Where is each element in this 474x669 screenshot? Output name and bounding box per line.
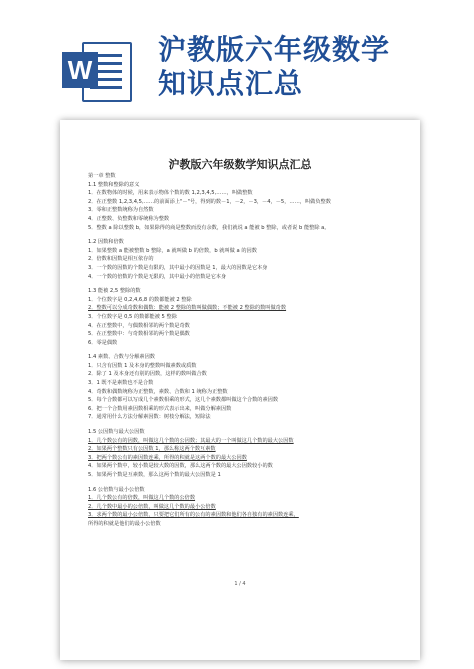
document-section — [88, 486, 410, 529]
document-line: 7．通常用什么方法分解素因数：树枝分解法，短除法 — [88, 414, 211, 421]
document-line: 3．1 既不是素数也不是合数 — [88, 380, 154, 387]
section-heading: 第一章 整数 — [88, 173, 116, 179]
document-line: 3．把两个数公有的素因数连乘，所得的积就是这两个数的最大公因数 — [88, 454, 247, 461]
document-line: 2．如果两个整数只有公因数 1，那么称这两个数互素数 — [88, 446, 216, 453]
document-line: 4．一个数的倍数的个数是无限的，其中最小的倍数是它本身 — [88, 273, 227, 280]
document-line: 1．几个数公有的倍数，叫做这几个数的公倍数 — [88, 495, 196, 502]
document-line: 4．在正整数中，与偶数相邻的两个数是奇数 — [88, 322, 190, 329]
document-page — [60, 120, 420, 660]
section-heading: 1.6 公倍数与最小公倍数 — [88, 486, 145, 493]
section-heading: 1.4 素数、合数与分解素因数 — [88, 354, 155, 361]
document-line: 2．除了 1 及本身还有别的因数，这样的数叫做合数 — [88, 371, 207, 378]
section-heading: 1.2 因数和倍数 — [88, 239, 124, 246]
document-line: 所得的积就是他们的最小公倍数 — [88, 520, 161, 527]
document-section — [88, 428, 410, 480]
page-number: 1 / 4 — [234, 581, 246, 587]
document-line: 1．如果整数 a 能被整数 b 整除，a 就叫做 b 的倍数，b 就叫做 a 的因数 — [88, 247, 257, 254]
document-line: 5．在正整数中：与奇数相邻的两个数是偶数 — [88, 331, 190, 338]
document-line: 6．把一个合数用素因数相乘的形式表示出来，叫做分解素因数 — [88, 405, 232, 412]
document-line: 5．每个合数都可以写成几个素数相乘的形式，这几个素数都叫做这个合数的素因数 — [88, 397, 279, 404]
document-line: 5．整数 a 除以整数 b，如果除得的商是整数而没有余数，我们就说 a 能被 b 整除，或者说 b 能整除 a。 — [88, 224, 330, 231]
document-line: 2．倍数和因数是相互依存的 — [88, 256, 154, 263]
banner-title — [158, 33, 390, 101]
document-line: 3．一个数的因数的个数是有限的，其中最小的因数是 1，最大的因数是它本身 — [88, 264, 268, 271]
word-document-icon — [62, 40, 132, 102]
document-section — [88, 287, 410, 347]
document-title: 沪教版六年级数学知识点汇总 — [168, 158, 312, 171]
banner — [0, 0, 474, 110]
banner-title-line-1: 沪教版六年级数学 — [158, 33, 391, 66]
document-line: 1.1 整数和整除的意义 — [88, 181, 140, 188]
document-line: 1．几个数公有的因数，叫做这几个数的公因数；其最大的一个叫做这几个数的最大公因数 — [88, 437, 294, 444]
document-line: 1．只含有因数 1 及本身的整数叫做素数或质数 — [88, 362, 197, 369]
document-line: 2．整数可以分成奇数和偶数：能被 2 整除的数叫做偶数；不能被 2 整除的数叫做奇数 — [88, 305, 287, 312]
section-heading: 1.5 公因数与最大公因数 — [88, 429, 145, 436]
document-section — [88, 353, 410, 422]
banner-title-line-2: 知识点汇总 — [158, 67, 304, 100]
document-body — [88, 172, 410, 529]
document-line: 3．个位数字是 0,5 的数都能被 5 整除 — [88, 313, 177, 320]
document-line: 3．求两个数的最小公倍数，只要把它们所有的公有的素因数和他们各自独有的素因数连乘， — [88, 512, 299, 519]
document-line: 5．如果两个数是互素数，那么这两个数的最大公因数是 1 — [88, 472, 221, 478]
document-line: 3．零和正整数统称为自然数 — [88, 207, 154, 214]
document-line: 1．在数物体的时候，用来表示物体个数的数 1,2,3,4,5,……，叫做整数 — [88, 190, 253, 197]
section-heading: 1.3 能被 2,5 整除的数 — [88, 288, 141, 295]
document-line: 2．在正整数 1,2,3,4,5,……的前面添上"－"号，得到的数－1，－2，－3，－4，－5，……，叫做负整数 — [88, 198, 331, 205]
document-section — [88, 238, 410, 281]
document-line: 2．几个数中最小的公倍数，叫做这几个数的最小公倍数 — [88, 503, 216, 510]
document-section — [88, 172, 410, 232]
document-line: 4．如果两个数中，较小数是较大数的因数，那么这两个数的最大公因数较小的数 — [88, 463, 273, 470]
document-line: 4．正整数、负整数和零统称为整数 — [88, 215, 170, 222]
word-icon-letter: W — [62, 52, 98, 88]
document-line: 4．奇数和偶数统称为正整数，素数、合数和 1 统称为正整数 — [88, 388, 228, 395]
document-line: 6．零是偶数 — [88, 339, 118, 346]
document-line: 1．个位数字是 0,2,4,6,8 的数都能被 2 整除 — [88, 296, 192, 303]
